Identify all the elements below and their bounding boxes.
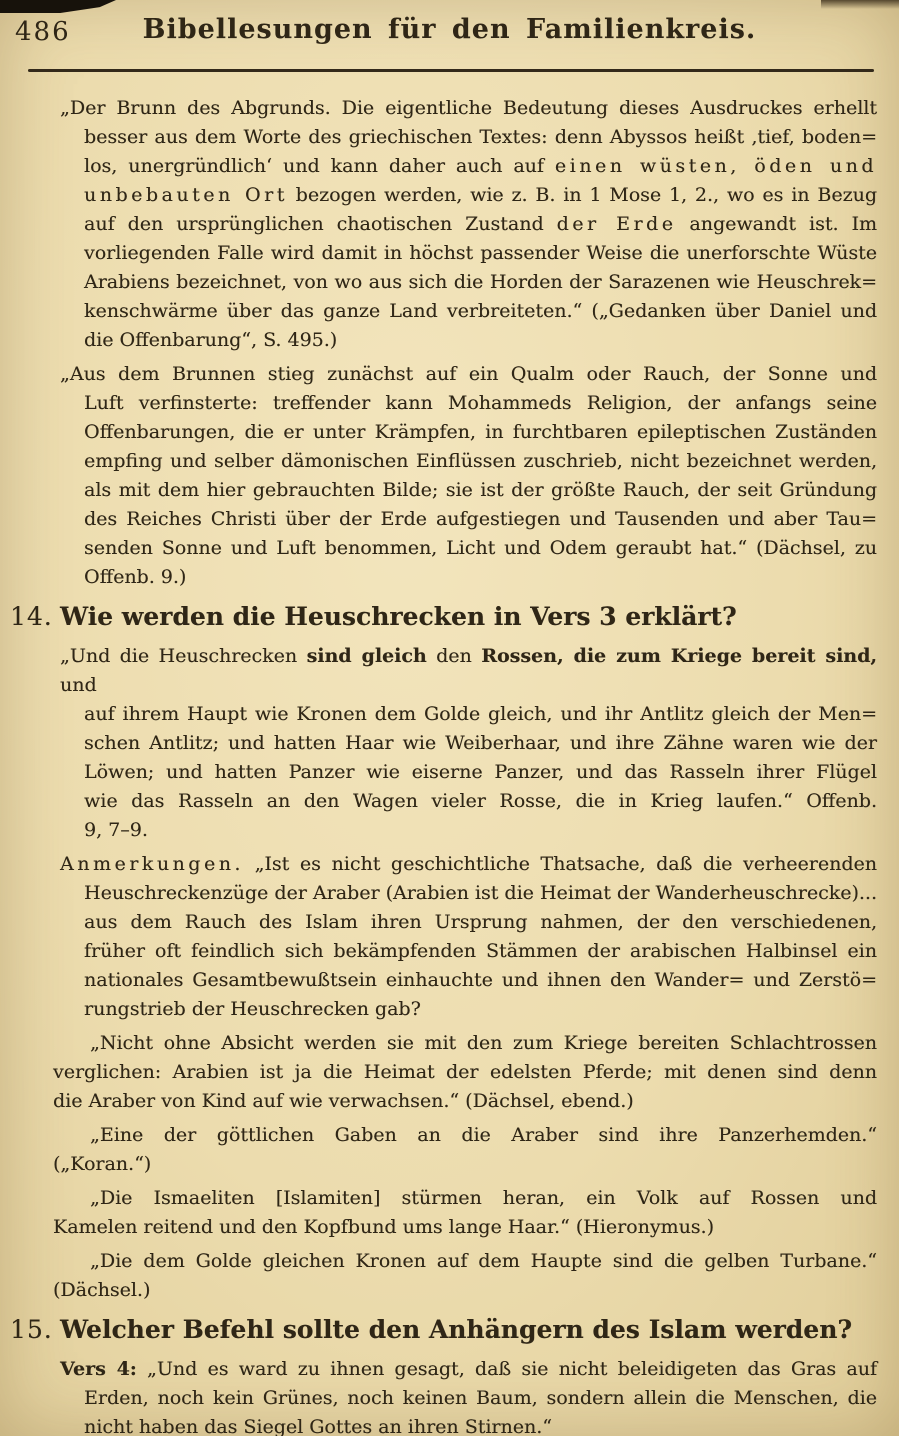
text-line (53, 1029, 877, 1058)
text-run: und (60, 674, 97, 696)
text-line (60, 642, 877, 700)
text-run: Anmerkungen. (60, 853, 244, 875)
paragraph (60, 1355, 877, 1436)
text-run: empfing und selber dämonischen Einflüssen zuschrieb, nicht bezeichnet werden, (84, 450, 877, 472)
text-run: verglichen: Arabien ist ja die Heimat der edelsten Pferde; mit denen sind denn (53, 1061, 877, 1083)
text-run: Luft verfinsterte: treffender kann Mohammeds Religion, der anfangs seine (84, 392, 877, 414)
text-run: vorliegenden Falle wird damit in höchst passender Weise die unerforschte Wüste (84, 242, 877, 264)
page-title: Bibellesungen für den Familienkreis. (142, 14, 757, 45)
paragraph (60, 360, 877, 592)
text-line (60, 966, 877, 995)
paragraph (60, 94, 877, 355)
text-line (60, 389, 877, 418)
text-line (53, 1058, 877, 1087)
text-run: der Erde (556, 213, 677, 235)
text-run: (Dächsel.) (53, 1279, 151, 1301)
scan-artifact-top-right (821, 0, 899, 9)
paragraph (53, 1121, 877, 1179)
text-run: auf ihrem Haupt wie Kronen dem Golde gleich, und ihr Antlitz gleich der Men= (84, 703, 877, 725)
text-run: „Aus dem Brunnen stieg zunächst auf ein Qualm oder Rauch, der Sonne und (60, 363, 877, 385)
text-line (60, 297, 877, 326)
paragraph (53, 1184, 877, 1242)
text-line (53, 1276, 877, 1305)
text-line (53, 1184, 877, 1213)
text-run: „Und die Heuschrecken (60, 645, 307, 667)
text-run: die Offenbarung“, S. 495.) (84, 329, 338, 351)
paragraph (53, 1029, 877, 1116)
text-run: die Araber von Kind auf wie verwachsen.“ (Dächsel, ebend.) (53, 1090, 634, 1112)
text-line (53, 1121, 877, 1150)
text-run: angewandt ist. Im (676, 213, 877, 235)
text-run: früher oft feindlich sich bekämpfenden Stämmen der arabischen Halbinsel ein (84, 940, 877, 962)
text-run: „Die dem Golde gleichen Kronen auf dem Haupte sind die gelben Turbane.“ (90, 1250, 877, 1272)
text-line (60, 850, 877, 879)
text-run: Kamelen reitend und den Kopfbund ums lange Haar.“ (Hieronymus.) (53, 1216, 715, 1238)
text-run: „Und es ward zu ihnen gesagt, daß sie nicht beleidigeten das Gras auf (136, 1358, 877, 1380)
text-run: Offenb. 9.) (84, 566, 187, 588)
text-run: unbebauten Ort (84, 184, 288, 206)
paragraph (53, 1247, 877, 1305)
text-line (60, 505, 877, 534)
text-line (60, 937, 877, 966)
text-run: „Ist es nicht geschichtliche Thatsache, daß die verheerenden (243, 853, 877, 875)
text-line (60, 181, 877, 210)
heading-text: Welcher Befehl sollte den Anhängern des Islam werden? (60, 1315, 853, 1344)
text-run: senden Sonne und Luft benommen, Licht und Odem geraubt hat.“ (Dächsel, zu (84, 537, 877, 559)
text-run: einen wüsten, öden und (554, 155, 877, 177)
text-line (60, 447, 877, 476)
paragraph (60, 850, 877, 1024)
text-run: („Koran.“) (53, 1153, 152, 1175)
text-run: nationales Gesamtbewußtsein einhauchte und ihnen den Wander= und Zerstö= (84, 969, 877, 991)
text-run: Rossen, die zum Kriege bereit sind, (481, 645, 878, 667)
text-line (60, 758, 877, 787)
text-line (60, 1384, 877, 1413)
paragraph (60, 642, 877, 845)
text-run: 9, 7–9. (84, 819, 148, 841)
text-run: Offenbarungen, die er unter Krämpfen, in furchtbaren epileptischen Zuständen (84, 421, 877, 443)
text-line (60, 1413, 877, 1436)
text-run: „Der Brunn des Abgrunds. Die eigentliche Bedeutung dieses Ausdruckes erhellt (60, 97, 877, 119)
text-run: Arabiens bezeichnet, von wo aus sich die Horden der Sarazenen wie Heuschrek= (84, 271, 877, 293)
text-run: sind gleich (306, 645, 427, 667)
text-run: Heuschreckenzüge der Araber (Arabien ist die Heimat der Wanderheuschrecke)... (84, 882, 877, 904)
text-line (53, 1247, 877, 1276)
text-run: besser aus dem Worte des griechischen Textes: denn Abyssos heißt ‚tief, boden= (84, 126, 877, 148)
text-line (60, 123, 877, 152)
text-line (60, 326, 877, 355)
text-line (60, 879, 877, 908)
header-rule (28, 69, 874, 72)
text-run: rungstrieb der Heuschrecken gab? (84, 998, 421, 1020)
text-run: schen Antlitz; und hatten Haar wie Weiberhaar, und ihre Zähne waren wie der (84, 732, 877, 754)
text-run: los, unergründlich‘ und kann daher auch auf (84, 155, 555, 177)
body-text (10, 94, 878, 1436)
text-line (53, 1150, 877, 1179)
text-line (60, 908, 877, 937)
text-line (60, 995, 877, 1024)
text-line (60, 360, 877, 389)
text-run: Vers 4: (60, 1358, 137, 1380)
page-number: 486 (15, 17, 71, 47)
text-run: des Reiches Christi über der Erde aufgestiegen und Tausenden und aber Tau= (84, 508, 877, 530)
text-line (60, 1355, 877, 1384)
section-heading (10, 600, 877, 634)
text-line (60, 268, 877, 297)
text-line (60, 534, 877, 563)
heading-text: Wie werden die Heuschrecken in Vers 3 erklärt? (60, 602, 737, 631)
text-run: „Nicht ohne Absicht werden sie mit den zum Kriege bereiten Schlachtrossen (90, 1032, 877, 1054)
text-run: „Eine der göttlichen Gaben an die Araber sind ihre Panzerhemden.“ (90, 1124, 877, 1146)
text-run: aus dem Rauch des Islam ihren Ursprung nahmen, der den verschiedenen, (84, 911, 877, 933)
text-run: wie das Rasseln an den Wagen vieler Rosse, die in Krieg laufen.“ Offenb. (84, 790, 877, 812)
text-line (53, 1213, 877, 1242)
text-run: kenschwärme über das ganze Land verbreiteten.“ („Gedanken über Daniel und (84, 300, 877, 322)
section-heading (10, 1313, 877, 1347)
text-run: Erden, noch kein Grünes, noch keinen Baum, sondern allein die Menschen, die (84, 1387, 877, 1409)
text-line (60, 239, 877, 268)
text-line (60, 729, 877, 758)
text-run: auf den ursprünglichen chaotischen Zustand (84, 213, 557, 235)
text-run: bezogen werden, wie z. B. in 1 Mose 1, 2., wo es in Bezug (287, 184, 877, 206)
text-line (53, 1087, 877, 1116)
text-line (60, 94, 877, 123)
text-line (60, 563, 877, 592)
heading-number: 15. (10, 1315, 53, 1344)
text-line (60, 816, 877, 845)
text-line (60, 787, 877, 816)
text-line (60, 418, 877, 447)
text-run: als mit dem hier gebrauchten Bilde; sie ist der größte Rauch, der seit Gründung (84, 479, 877, 501)
text-run: den (426, 645, 482, 667)
text-run: nicht haben das Siegel Gottes an ihren Stirnen.“ (84, 1416, 552, 1436)
text-line (60, 700, 877, 729)
text-line (60, 210, 877, 239)
text-line (60, 476, 877, 505)
text-run: „Die Ismaeliten [Islamiten] stürmen heran, ein Volk auf Rossen und (90, 1187, 877, 1209)
text-run: Löwen; und hatten Panzer wie eiserne Panzer, und das Rasseln ihrer Flügel (84, 761, 877, 783)
scan-artifact-top-left (0, 0, 116, 13)
heading-number: 14. (10, 602, 53, 631)
text-line (60, 152, 877, 181)
